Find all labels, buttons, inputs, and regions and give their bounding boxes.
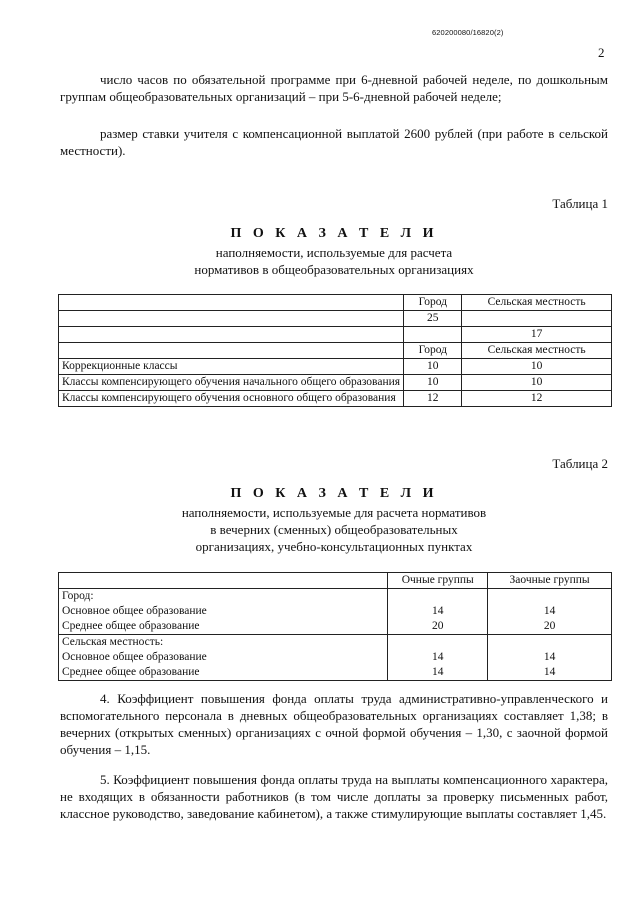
- table1-subtitle-2: нормативов в общеобразовательных организациях: [194, 262, 474, 277]
- table-cell-fulltime: 20: [388, 619, 488, 635]
- table-row: [59, 359, 612, 375]
- paragraph-5: [60, 771, 608, 822]
- table-row: [59, 327, 612, 343]
- table1-heading: [60, 224, 608, 278]
- table-cell-correspondence: 14: [488, 650, 612, 665]
- table1-rural-value: 17: [462, 327, 612, 343]
- table-row: [59, 604, 612, 619]
- table-row-label: Основное общее образование: [59, 604, 388, 619]
- table-row-label: Среднее общее образование: [59, 619, 388, 635]
- table2-subtitle-1: наполняемости, используемые для расчета нормативов: [181, 505, 487, 520]
- table-row: [59, 311, 612, 327]
- table1-header-city: Город: [404, 295, 462, 311]
- table-cell: [59, 327, 404, 343]
- table-row: [59, 343, 612, 359]
- table1-header-city-repeat: Город: [404, 343, 462, 359]
- document-code: 620200080/16820(2): [432, 28, 504, 37]
- table-cell: [59, 311, 404, 327]
- table-cell: [462, 311, 612, 327]
- table-cell-rural: 12: [462, 391, 612, 407]
- table-cell-correspondence: 14: [488, 604, 612, 619]
- table-row-label: Классы компенсирующего обучения основного общего образования: [59, 391, 404, 407]
- table-row: [59, 573, 612, 589]
- table1-label: Таблица 1: [552, 196, 608, 211]
- table-cell-city: 10: [404, 375, 462, 391]
- table-cell-fulltime: 14: [388, 665, 488, 681]
- table-cell-correspondence: 20: [488, 619, 612, 635]
- table1-subtitle-1: наполняемости, используемые для расчета: [215, 245, 453, 260]
- table1-header-rural-repeat: Сельская местность: [462, 343, 612, 359]
- table2-subtitle-2: в вечерних (сменных) общеобразовательных: [210, 522, 458, 537]
- table-row: [59, 391, 612, 407]
- table2-label: Таблица 2: [552, 456, 608, 471]
- table-cell: [388, 589, 488, 605]
- table2-header-fulltime: Очные группы: [388, 573, 488, 589]
- table1-title: П О К А З А Т Е Л И: [230, 226, 438, 241]
- table-cell-fulltime: 14: [388, 604, 488, 619]
- table-cell-rural: 10: [462, 359, 612, 375]
- table-row: [59, 619, 612, 635]
- table-row-label: Основное общее образование: [59, 650, 388, 665]
- paragraph-5-text: 5. Коэффициент повышения фонда оплаты труда на выплаты компенсационного характера, не входящих в обязанности работников (в том числе доплаты за проверку письменных работ, классное руководство, заведование кабинетом), а также стимулирующие выплаты составляет 1,45.: [60, 772, 608, 821]
- table-row: [59, 295, 612, 311]
- intro-text-2: размер ставки учителя с компенсационной выплатой 2600 рублей (при работе в сельской местности).: [60, 126, 608, 158]
- table-cell-city: 12: [404, 391, 462, 407]
- table-row: [59, 589, 612, 605]
- table2-title: П О К А З А Т Е Л И: [230, 486, 438, 501]
- table1-header-rural: Сельская местность: [462, 295, 612, 311]
- table-row: [59, 665, 612, 681]
- table-cell: [59, 343, 404, 359]
- paragraph-4-text: 4. Коэффициент повышения фонда оплаты труда административно-управленческого и вспомогательного персонала в дневных общеобразовательных организациях составляет 1,38; в вечерних (открытых сменных) организациях с очной формой обучения – 1,30, с заочной формой обучения – 1,15.: [60, 691, 608, 757]
- table2-group-rural: Сельская местность:: [59, 635, 388, 651]
- table1-city-value: 25: [404, 311, 462, 327]
- table-cell: [404, 327, 462, 343]
- table2-group-city: Город:: [59, 589, 388, 605]
- table-cell-city: 10: [404, 359, 462, 375]
- paragraph-4: [60, 690, 608, 758]
- table-cell: [488, 589, 612, 605]
- table2-header-correspondence: Заочные группы: [488, 573, 612, 589]
- table-row: [59, 375, 612, 391]
- intro-paragraph-hours: [60, 71, 608, 105]
- page-number: 2: [598, 45, 605, 60]
- intro-paragraph-salary: [60, 125, 608, 159]
- table-row-label: Среднее общее образование: [59, 665, 388, 681]
- table-row-label: Классы компенсирующего обучения начального общего образования: [59, 375, 404, 391]
- table-cell-fulltime: 14: [388, 650, 488, 665]
- table2: [58, 572, 612, 681]
- table-cell-rural: 10: [462, 375, 612, 391]
- table1: [58, 294, 612, 407]
- table-cell: [388, 635, 488, 651]
- table-cell: [59, 573, 388, 589]
- table-cell-correspondence: 14: [488, 665, 612, 681]
- table2-subtitle-3: организациях, учебно-консультационных пунктах: [195, 539, 473, 554]
- table-row: [59, 650, 612, 665]
- table-cell: [488, 635, 612, 651]
- table-row: [59, 635, 612, 651]
- table-row-label: Коррекционные классы: [59, 359, 404, 375]
- table-cell: [59, 295, 404, 311]
- table2-heading: [60, 484, 608, 555]
- intro-text-1: число часов по обязательной программе при 6-дневной рабочей неделе, по дошкольным группам общеобразовательных организаций – при 5-6-дневной рабочей неделе;: [60, 72, 608, 104]
